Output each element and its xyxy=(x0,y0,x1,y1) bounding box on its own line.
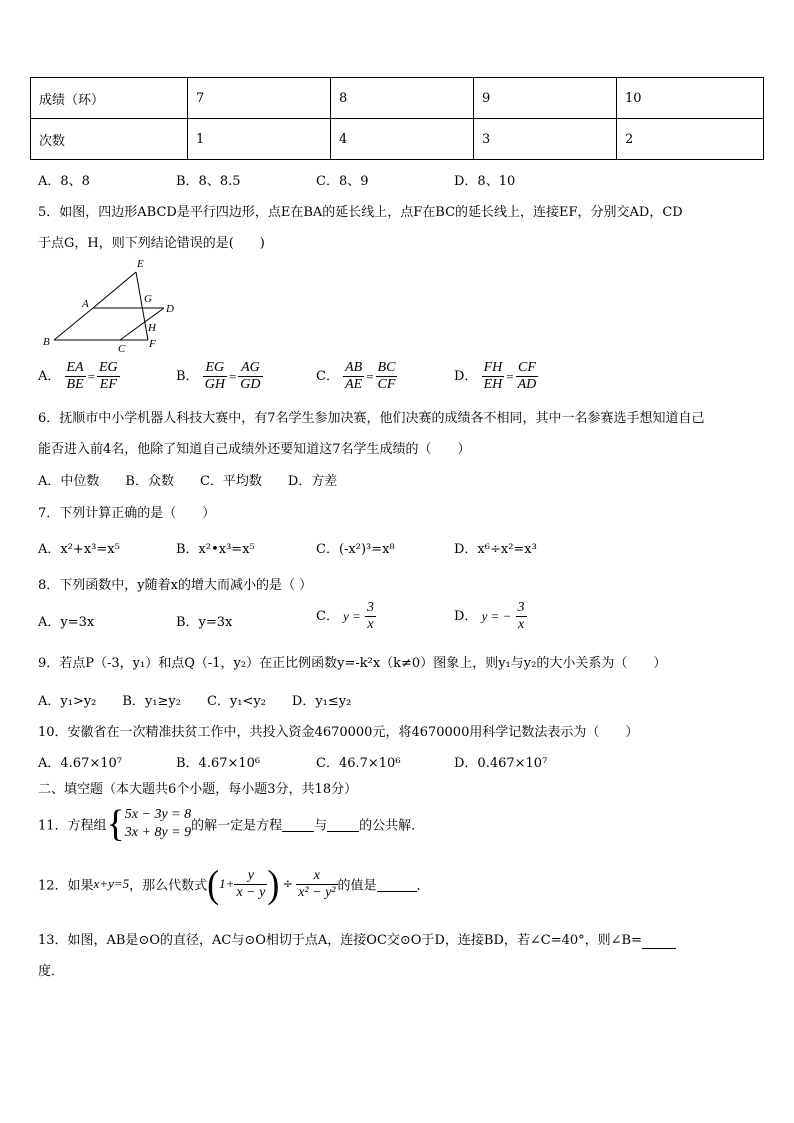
q8-option-d xyxy=(454,600,527,633)
q12-text: ，那么代数式 xyxy=(129,878,208,894)
fraction xyxy=(65,360,86,393)
q5-option-c: C． $\frac{AB}{AE}$ = $\frac{BC}{CF}$ xyxy=(316,360,396,392)
q7-text: 7．下列计算正确的是（ ） xyxy=(38,506,216,521)
denominator: AD xyxy=(517,377,537,392)
denominator: GH xyxy=(204,377,225,392)
label-b: B xyxy=(43,336,50,348)
numerator: 3 xyxy=(517,600,525,615)
q9-text: 9．若点P（-3，y₁）和点Q（-1，y₂）在正比例函数y=-k²x（k≠0）图象上，则y₁与y₂的大小关系为（ ） xyxy=(38,656,667,671)
q5-text-line1: 5．如图，四边形ABCD是平行四边形，点E在BA的延长线上，点F在BC的延长线上，连接EF，分别交AD，CD xyxy=(38,205,683,220)
numerator: EG xyxy=(203,360,227,377)
denominator: BE xyxy=(66,377,84,392)
denominator: x xyxy=(367,617,374,632)
denominator: GD xyxy=(240,377,261,392)
numerator: FH xyxy=(483,360,503,375)
answer-blank[interactable] xyxy=(377,876,417,892)
label-c: C xyxy=(118,343,126,355)
q5-option-d: D． $\frac{FH}{EH}$ = $\frac{CF}{AD}$ xyxy=(454,360,537,392)
q12-prefix: 12．如果 xyxy=(38,878,94,894)
option-letter: C． xyxy=(316,609,339,624)
q8-option-a: A．y=3x xyxy=(38,615,95,630)
fraction xyxy=(97,360,120,393)
numerator: CF xyxy=(516,360,539,377)
option-letter: D． xyxy=(454,609,478,624)
numerator: x xyxy=(296,868,337,885)
q9-options: A．y₁>y₂ B．y₁≥y₂ C．y₁<y₂ D．y₁≤y₂ xyxy=(38,694,352,709)
table-cell: 10 xyxy=(617,78,764,119)
q4-option-c: C．8、9 xyxy=(316,174,369,189)
answer-blank[interactable] xyxy=(327,816,359,832)
equation-lhs: y = − xyxy=(481,608,512,624)
q8-option-b: B．y=3x xyxy=(176,615,233,630)
denominator: AE xyxy=(345,377,363,392)
label-e: E xyxy=(137,258,144,270)
numerator: EA xyxy=(66,360,84,375)
q8-option-c xyxy=(316,600,376,633)
numerator: 3 xyxy=(367,600,375,615)
table-row xyxy=(31,119,764,160)
q4-option-d: D．8、10 xyxy=(454,174,516,189)
q10-option-c: C．46.7×10⁶ xyxy=(316,756,401,771)
numerator: EG xyxy=(98,360,118,375)
q13-line1 xyxy=(38,929,676,949)
numerator: BC xyxy=(377,360,396,375)
q11-text: 与 xyxy=(314,818,328,834)
q10-option-a: A．4.67×10⁷ xyxy=(38,756,122,771)
q10-option-d: D．0.467×10⁷ xyxy=(454,756,548,771)
q7-option-a: A．x²+x³=x⁵ xyxy=(38,542,120,557)
expr-term: 1+ xyxy=(219,876,235,891)
left-brace-icon: { xyxy=(106,803,125,845)
fraction xyxy=(482,360,505,393)
answer-blank[interactable] xyxy=(642,933,676,949)
q11-prefix: 11．方程组 xyxy=(38,818,107,834)
q12 xyxy=(38,862,430,906)
numerator: AB xyxy=(345,360,363,375)
left-paren-icon: ( xyxy=(207,862,220,906)
label-f: F xyxy=(149,338,156,350)
q11-text: 的解一定是方程 xyxy=(191,818,283,834)
q13-text: 13．如图，AB是⊙O的直径，AC与⊙O相切于点A，连接OC交⊙O于D，连接BD，若∠C=40°，则∠B= xyxy=(38,933,642,948)
table-cell: 次数 xyxy=(31,119,188,160)
q12-condition: x+y=5 xyxy=(93,876,130,891)
denominator: EH xyxy=(483,377,503,392)
option-letter: D． xyxy=(454,369,478,384)
divide-sign: ÷ xyxy=(282,876,294,892)
label-d: D xyxy=(166,303,174,315)
option-letter: A． xyxy=(38,369,61,384)
denominator: EF xyxy=(99,377,117,392)
q10-option-b: B．4.67×10⁶ xyxy=(176,756,261,771)
right-paren-icon: ) xyxy=(267,862,280,906)
table-cell: 4 xyxy=(331,119,474,160)
fraction xyxy=(203,360,227,393)
q7-option-b: B．x²•x³=x⁵ xyxy=(176,542,255,557)
denominator: x xyxy=(517,617,525,632)
equation-2: 3x + 8y = 9 xyxy=(124,825,192,840)
table-cell: 成绩（环） xyxy=(31,78,188,119)
table-cell: 2 xyxy=(617,119,764,160)
fraction xyxy=(343,360,364,393)
option-letter: C． xyxy=(316,369,339,384)
q5-option-b: B． $\frac{EG}{GH}$ = $\frac{AG}{GD}$ xyxy=(176,360,261,392)
answer-blank[interactable] xyxy=(282,816,314,832)
fraction xyxy=(376,360,398,393)
q12-text: 的值是 xyxy=(337,878,377,894)
label-h: H xyxy=(148,322,156,334)
q4-option-b: B．8、8.5 xyxy=(176,174,241,189)
q7-option-d: D．x⁶÷x²=x³ xyxy=(454,542,537,557)
fraction xyxy=(365,600,376,633)
label-g: G xyxy=(144,293,152,305)
table-cell: 1 xyxy=(188,119,331,160)
q5-option-a: A． $\frac{EA}{BE}$ = $\frac{EG}{EF}$ xyxy=(38,360,118,392)
denominator: CF xyxy=(377,377,396,392)
q4-option-a: A．8、8 xyxy=(38,174,90,189)
table-cell: 7 xyxy=(188,78,331,119)
score-table xyxy=(30,77,764,160)
option-letter: B． xyxy=(176,369,199,384)
q6-options: A．中位数 B．众数 C．平均数 D．方差 xyxy=(38,474,338,489)
q6-text-line1: 6．抚顺市中小学机器人科技大赛中，有7名学生参加决赛，他们决赛的成绩各不相同，其中一名参赛选手想知道自己 xyxy=(38,411,705,426)
table-row xyxy=(31,78,764,119)
fraction xyxy=(296,868,337,901)
numerator: y xyxy=(234,868,267,885)
q6-text-line2: 能否进入前4名，他除了知道自己成绩外还要知道这7名学生成绩的（ ） xyxy=(38,442,471,457)
table-cell: 8 xyxy=(331,78,474,119)
q5-text-line2: 于点G，H，则下列结论错误的是( ) xyxy=(38,236,265,251)
fraction xyxy=(238,360,262,393)
q11-text: 的公共解． xyxy=(359,818,425,834)
q12-text: ． xyxy=(416,878,430,894)
table-cell: 9 xyxy=(474,78,617,119)
q5-parallelogram-figure xyxy=(40,255,180,355)
table-cell: 3 xyxy=(474,119,617,160)
denominator: x² − y² xyxy=(298,884,336,900)
fraction xyxy=(516,360,539,393)
section-heading: 二、填空题（本大题共6个小题，每小题3分，共18分） xyxy=(38,782,358,797)
q11 xyxy=(38,805,424,843)
fraction xyxy=(516,600,527,633)
equation-lhs: y = xyxy=(343,608,361,624)
denominator: x − y xyxy=(236,884,266,900)
label-a: A xyxy=(82,298,89,310)
q7-option-c: C．(-x²)³=x⁸ xyxy=(316,542,395,557)
q13-line2: 度． xyxy=(38,964,65,979)
equation-1: 5x − 3y = 8 xyxy=(124,807,192,822)
q10-text: 10．安徽省在一次精准扶贫工作中，共投入资金4670000元，将4670000用科学记数法表示为（ ） xyxy=(38,725,639,740)
q8-text: 8．下列函数中，y随着x的增大而减小的是（ ） xyxy=(38,578,313,593)
numerator: AG xyxy=(238,360,262,377)
equation-system xyxy=(125,806,191,842)
fraction xyxy=(234,868,267,901)
